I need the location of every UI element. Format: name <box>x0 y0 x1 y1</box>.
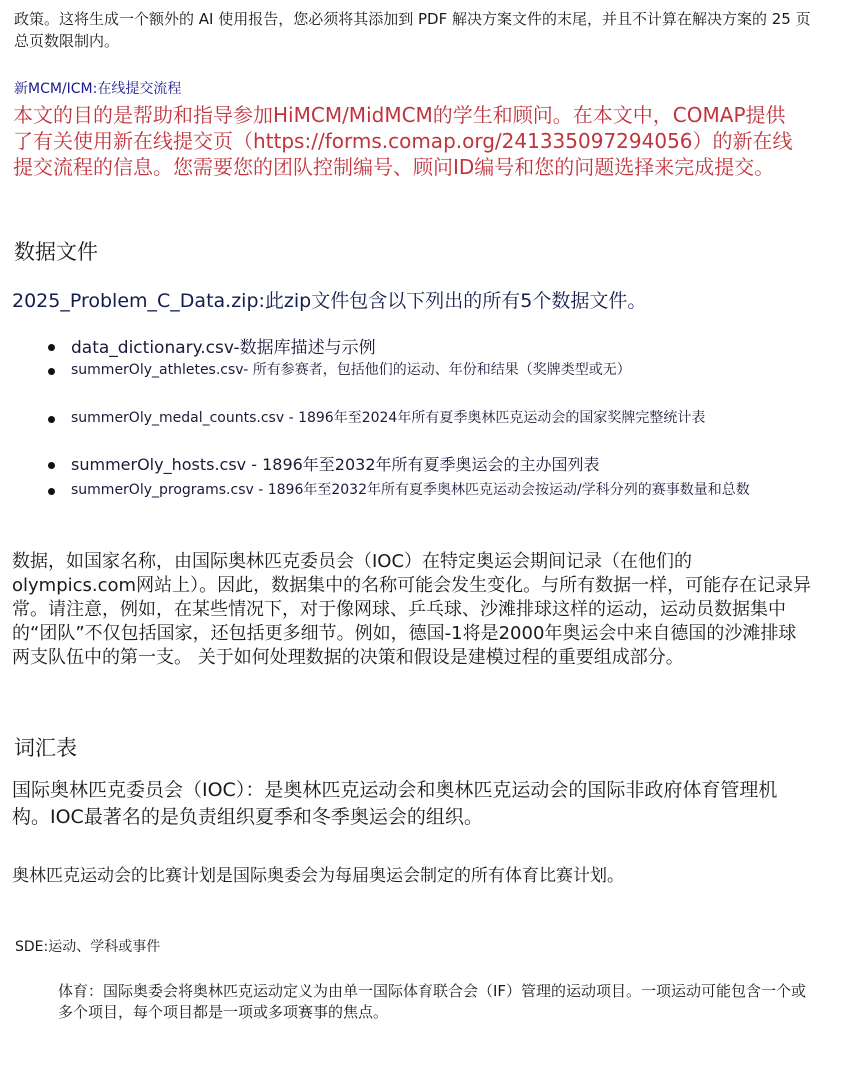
top-note-paragraph: 政策。这将生成一个额外的 AI 使用报告，您必须将其添加到 PDF 解决方案文件的末尾，并且不计算在解决方案的 25 页总页数限制内。 <box>14 10 811 50</box>
glossary-sport-definition: 体育：国际奥委会将奥林匹克运动定义为由单一国际体育联合会（IF）管理的运动项目。一项运动可能包含一个或多个项目，每个项目都是一项或多项赛事的焦点。 <box>58 982 807 1021</box>
submission-process-link[interactable]: 新MCM/ICM:在线提交流程 <box>14 81 182 97</box>
glossary-heading: 词汇表 <box>14 736 77 760</box>
data-file-text: summerOly_athletes.csv- 所有参赛者，包括他们的运动、年份和结果（奖牌类型或无） <box>71 362 631 378</box>
data-file-item <box>71 408 791 428</box>
glossary-program-definition: 奥林匹克运动会的比赛计划是国际奥委会为每届奥运会制定的所有体育比赛计划。 <box>12 866 624 886</box>
glossary-sde-label: SDE:运动、学科或事件 <box>15 939 161 955</box>
data-file-item <box>71 336 791 360</box>
data-file-item <box>71 454 791 476</box>
bullet-icon <box>48 488 55 495</box>
submission-intro-paragraph: 本文的目的是帮助和指导参加HiMCM/MidMCM的学生和顾问。在本文中，COMAP提供了有关使用新在线提交页（https://forms.comap.org/241335097294056）的新在线提交流程的信息。您需要您的团队控制编号、顾问ID编号和您的问题选择来完成提交。 <box>13 103 793 179</box>
bullet-icon <box>48 368 55 375</box>
bullet-icon <box>48 344 55 351</box>
data-file-item <box>71 480 791 500</box>
data-files-heading: 数据文件 <box>14 240 98 264</box>
glossary-ioc-definition: 国际奥林匹克委员会（IOC）：是奥林匹克运动会和奥林匹克运动会的国际非政府体育管理机构。IOC最著名的是负责组织夏季和冬季奥运会的组织。 <box>12 779 778 828</box>
data-zip-description: 2025_Problem_C_Data.zip:此zip文件包含以下列出的所有5个数据文件。 <box>12 290 647 312</box>
data-file-text: summerOly_medal_counts.csv - 1896年至2024年所有夏季奥林匹克运动会的国家奖牌完整统计表 <box>71 410 706 426</box>
bullet-icon <box>48 416 55 423</box>
bullet-icon <box>48 462 55 469</box>
data-file-text: summerOly_programs.csv - 1896年至2032年所有夏季奥林匹克运动会按运动/学科分列的赛事数量和总数 <box>71 482 750 498</box>
data-file-text: summerOly_hosts.csv - 1896年至2032年所有夏季奥运会的主办国列表 <box>71 455 600 474</box>
data-file-text: data_dictionary.csv-数据库描述与示例 <box>71 338 376 358</box>
data-file-item <box>71 360 791 380</box>
data-notes-paragraph: 数据，如国家名称，由国际奥林匹克委员会（IOC）在特定奥运会期间记录（在他们的olympics.com网站上）。因此，数据集中的名称可能会发生变化。与所有数据一样，可能存在记录异常。请注意，例如，在某些情况下，对于像网球、乒乓球、沙滩排球这样的运动，运动员数据集中的“团队”不仅包括国家，还包括更多细节。例如，德国-1将是2000年奥运会中来自德国的沙滩排球两支队伍中的第一支。 关于如何处理数据的决策和假设是建模过程的重要组成部分。 <box>12 551 812 668</box>
